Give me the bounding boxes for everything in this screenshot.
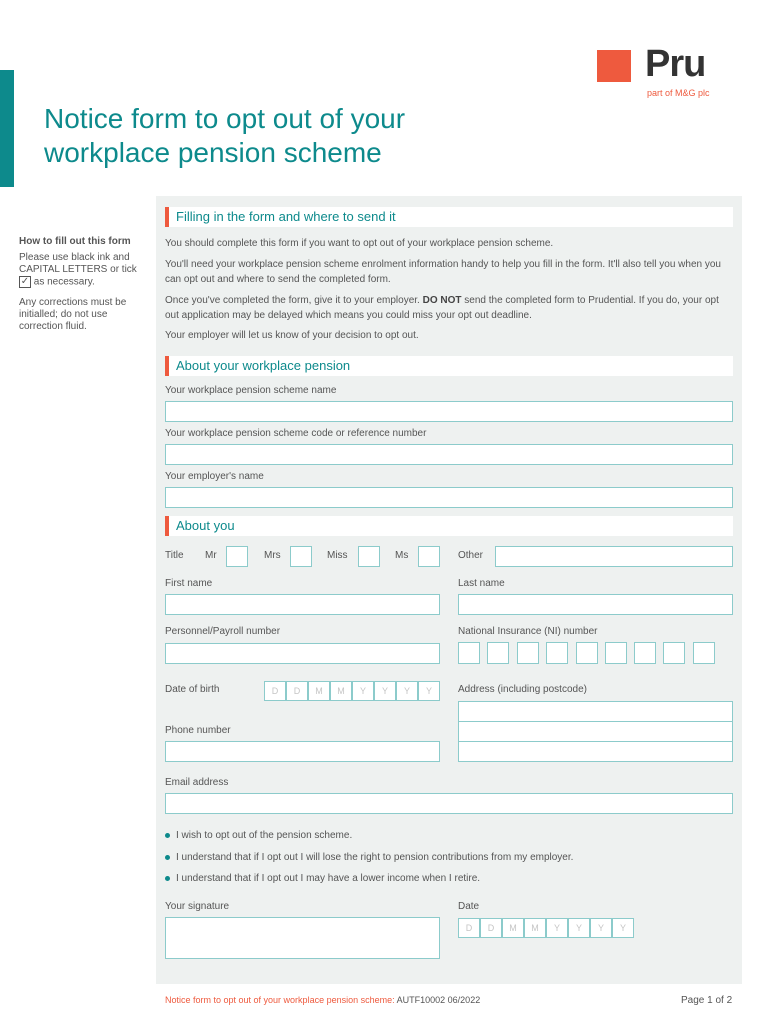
ni-number-label: National Insurance (NI) number <box>458 626 598 637</box>
declaration-item: I understand that if I opt out I will lose the right to pension contributions from my employer. <box>165 852 573 864</box>
dob-cell[interactable]: M <box>330 681 352 701</box>
decorative-side-bar <box>0 70 14 187</box>
ni-cell[interactable] <box>576 642 598 664</box>
date-cell[interactable]: Y <box>612 918 634 938</box>
scheme-code-label: Your workplace pension scheme code or reference number <box>165 428 427 439</box>
date-cell[interactable]: Y <box>568 918 590 938</box>
phone-field[interactable] <box>165 741 440 762</box>
dob-cell[interactable]: Y <box>418 681 440 701</box>
dob-cell[interactable]: Y <box>396 681 418 701</box>
instructions-heading: How to fill out this form <box>19 236 131 247</box>
dob-cell[interactable]: Y <box>374 681 396 701</box>
date-cell[interactable]: M <box>524 918 546 938</box>
title-mr-label: Mr <box>205 550 217 561</box>
declaration-item: I understand that if I opt out I may have a lower income when I retire. <box>165 873 480 885</box>
employer-name-field[interactable] <box>165 487 733 508</box>
section-heading-filling: Filling in the form and where to send it <box>165 207 733 227</box>
date-cell[interactable]: Y <box>546 918 568 938</box>
page-number: Page 1 of 2 <box>681 995 733 1006</box>
scheme-name-label: Your workplace pension scheme name <box>165 385 337 396</box>
title-other-field[interactable] <box>495 546 733 567</box>
ni-cell[interactable] <box>517 642 539 664</box>
title-miss-checkbox[interactable] <box>358 546 380 567</box>
last-name-field[interactable] <box>458 594 733 615</box>
section-heading-pension: About your workplace pension <box>165 356 733 376</box>
first-name-label: First name <box>165 578 213 589</box>
title-mrs-label: Mrs <box>264 550 281 561</box>
intro-paragraph-1: You should complete this form if you want to opt out of your workplace pension scheme. <box>165 238 554 249</box>
declaration-item: I wish to opt out of the pension scheme. <box>165 830 352 842</box>
title-other-label: Other <box>458 550 484 561</box>
ni-cell[interactable] <box>458 642 480 664</box>
ni-cell[interactable] <box>546 642 568 664</box>
title-miss-label: Miss <box>327 550 348 561</box>
ni-cell[interactable] <box>663 642 685 664</box>
dob-cell[interactable]: Y <box>352 681 374 701</box>
address-line-2[interactable] <box>458 721 733 742</box>
title-ms-label: Ms <box>395 550 409 561</box>
dob-cell[interactable]: D <box>286 681 308 701</box>
instructions-sidebar <box>19 236 147 341</box>
logo-subtitle: part of M&G plc <box>647 88 710 98</box>
footer-form-reference: Notice form to opt out of your workplace pension scheme: AUTF10002 06/2022 <box>165 995 481 1005</box>
ni-cell[interactable] <box>693 642 715 664</box>
section-heading-about-you: About you <box>165 516 733 536</box>
first-name-field[interactable] <box>165 594 440 615</box>
page-title: Notice form to opt out of your workplace pension scheme <box>44 103 406 168</box>
instructions-ink: Please use black ink and CAPITAL LETTERS or tick ✓ as necessary. <box>19 252 137 288</box>
tick-example-icon: ✓ <box>20 276 30 287</box>
phone-label: Phone number <box>165 725 231 736</box>
date-cell[interactable]: D <box>480 918 502 938</box>
employer-name-label: Your employer's name <box>165 471 264 482</box>
bullet-icon <box>165 876 170 881</box>
address-label: Address (including postcode) <box>458 684 587 695</box>
signature-field[interactable] <box>165 917 440 959</box>
dob-label: Date of birth <box>165 684 220 695</box>
email-label: Email address <box>165 777 229 788</box>
scheme-name-field[interactable] <box>165 401 733 422</box>
intro-paragraph-2: You'll need your workplace pension scheme enrolment information handy to help you fill in the form. It'll also tell you when you can opt out and where to send the completed form. <box>165 259 721 285</box>
date-cell[interactable]: M <box>502 918 524 938</box>
title-mrs-checkbox[interactable] <box>290 546 312 567</box>
title-mr-checkbox[interactable] <box>226 546 248 567</box>
date-label: Date <box>458 901 480 912</box>
bullet-icon <box>165 833 170 838</box>
personnel-field[interactable] <box>165 643 440 664</box>
logo-text: Pru <box>645 43 706 85</box>
dob-cell[interactable]: M <box>308 681 330 701</box>
scheme-code-field[interactable] <box>165 444 733 465</box>
address-line-1[interactable] <box>458 701 733 722</box>
date-cell[interactable]: D <box>458 918 480 938</box>
title-label: Title <box>165 550 184 561</box>
intro-paragraph-3: Once you've completed the form, give it to your employer. DO NOT send the completed form to Prudential. If you do, your opt out application may be delayed which means you could miss your opt out deadline. <box>165 295 719 321</box>
date-cell[interactable]: Y <box>590 918 612 938</box>
ni-cell[interactable] <box>605 642 627 664</box>
signature-label: Your signature <box>165 901 230 912</box>
personnel-label: Personnel/Payroll number <box>165 626 281 637</box>
title-ms-checkbox[interactable] <box>418 546 440 567</box>
logo-mark <box>597 50 631 82</box>
email-field[interactable] <box>165 793 733 814</box>
dob-cell[interactable]: D <box>264 681 286 701</box>
address-line-3[interactable] <box>458 741 733 762</box>
ni-cell[interactable] <box>487 642 509 664</box>
last-name-label: Last name <box>458 578 505 589</box>
ni-cell[interactable] <box>634 642 656 664</box>
intro-paragraph-4: Your employer will let us know of your decision to opt out. <box>165 330 419 341</box>
bullet-icon <box>165 855 170 860</box>
instructions-corrections: Any corrections must be initialled; do not use correction fluid. <box>19 296 127 332</box>
